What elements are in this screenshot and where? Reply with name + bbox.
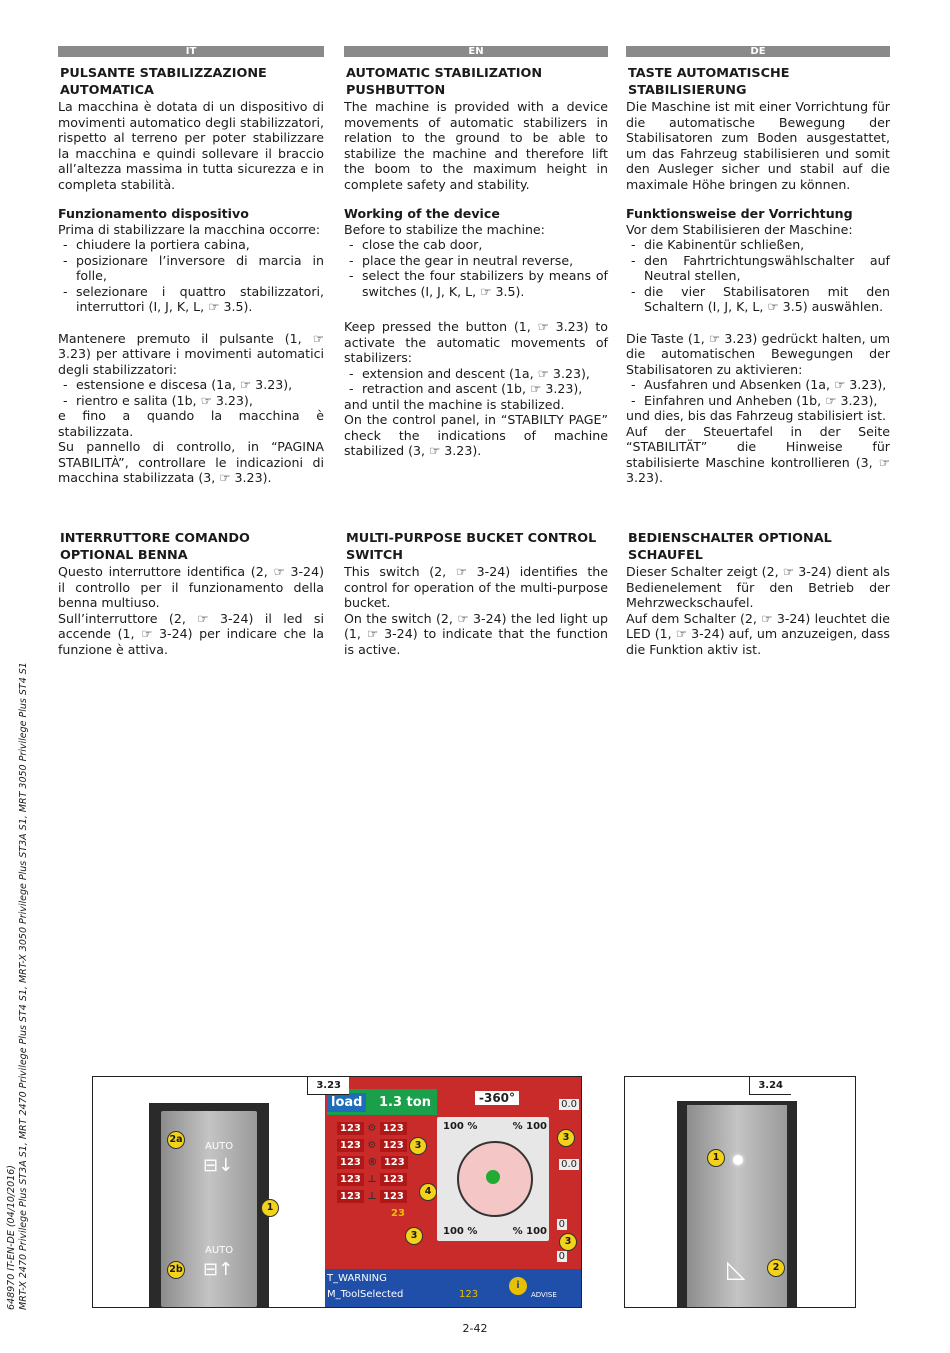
callout-4: 4 (419, 1183, 437, 1201)
subheading: Working of the device (344, 206, 500, 221)
column-it (58, 46, 324, 486)
panel-text: Auf der Steuertafel in der Seite “STABILITÄT” die Hinweise für stabilisierte Maschine kontrollieren (3, ☞ 3.23). (626, 423, 890, 485)
right-gauge-4: 0 (558, 1251, 565, 1262)
right-gauge-2: 0.0 (561, 1159, 577, 1170)
move-list (626, 377, 890, 408)
num-cell: 123 (380, 1173, 407, 1186)
num-cell: 123 (337, 1139, 364, 1152)
step-list (58, 237, 324, 315)
value-23: 23 (391, 1208, 405, 1219)
stabilizer-grid: 123 ⚙ 123 123 ⚙ 123 123 ® 123 123 ⊥ 123 123 ⊥ 123 23 (337, 1121, 431, 1219)
until-text: and until the machine is stabilized. (344, 396, 565, 412)
before-text: Vor dem Stabilisieren der Maschine: (626, 221, 853, 237)
before-text: Prima di stabilizzare la macchina occorre: (58, 221, 321, 237)
side-reference (6, 662, 30, 1310)
warning-text: T_WARNING (327, 1273, 387, 1284)
load-value: 1.3 ton (379, 1095, 431, 1110)
press-text: Keep pressed the button (1, ☞ 3.23) to activate the automatic movements of stabilizers: (344, 319, 608, 365)
list-item: - retraction and ascent (1b, ☞ 3.23), (344, 381, 608, 397)
num-cell: 123 (380, 1190, 407, 1203)
bucket-text-a: Questo interruttore identifica (2, ☞ 3-24) il controllo per il funzionamento della benna multiuso. (58, 564, 324, 610)
list-item: - posizionare l’inversore di marcia in folle, (58, 253, 324, 284)
callout-3-top-right: 3 (557, 1129, 575, 1147)
step-list (344, 237, 608, 299)
bucket-icon: ◺ (727, 1255, 746, 1283)
num-cell: 123 (380, 1139, 407, 1152)
move-list (344, 366, 608, 397)
lang-header-en: EN (344, 46, 608, 57)
column-de (626, 46, 890, 486)
intro-text: The machine is provided with a device movements of automatic stabilizers in relation to the ground to be able to stabilize the machine and therefore lift the boom to the maximum height in complete safety and stability. (344, 99, 608, 192)
intro-text: La macchina è dotata di un dispositivo di movimenti automatico degli stabilizzatori, rispetto al terreno per poter stabilizzare la macchina e quindi sollevare il braccio all’altezza massima in tutta sicurezza e in completa stabilità. (58, 99, 324, 192)
list-item: - selezionare i quattro stabilizzatori, interruttori (I, J, K, L, ☞ 3.5). (58, 284, 324, 315)
step-list (626, 237, 890, 315)
list-item: - die Kabinentür schließen, (626, 237, 890, 253)
advise-label: ADVISE (531, 1291, 557, 1299)
callout-1: 1 (261, 1199, 279, 1217)
rotation-value: -360° (475, 1091, 519, 1105)
bucket-text-b: Auf dem Schalter (2, ☞ 3-24) leuchtet die LED (1, ☞ 3-24) auf, um anzuzeigen, dass die Funktion aktiv ist. (626, 610, 890, 657)
led-light (733, 1155, 743, 1165)
figure-3-23 (92, 1076, 582, 1308)
auto-label-bottom: AUTO (205, 1245, 234, 1256)
column-en (344, 46, 608, 459)
section-title: BEDIENSCHALTER OPTIONAL SCHAUFEL (628, 531, 832, 563)
bucket-section-en (344, 530, 608, 657)
tool-value: 123 (459, 1289, 479, 1300)
page-number: 2-42 (462, 1322, 488, 1335)
model-list: MRT-X 2470 Privilege Plus ST3A S1, MRT 2470 Privilege Plus ST4 S1, MRT-X 3050 Privilege Plus ST3A S1, MRT 3050 Privilege Plus ST4 S1 (18, 662, 29, 1310)
press-text: Mantenere premuto il pulsante (1, ☞ 3.23) per attivare i movimenti automatici degli stabilizzatori: (58, 330, 324, 377)
num-cell: 123 (337, 1156, 364, 1169)
pct-bottom-right: % 100 (512, 1226, 547, 1237)
subheading: Funzionamento dispositivo (58, 206, 249, 221)
list-item: - close the cab door, (344, 237, 608, 253)
tool-text: M_ToolSelected (327, 1289, 404, 1300)
target-center (486, 1170, 500, 1184)
section-title: INTERRUTTORE COMANDO OPTIONAL BENNA (60, 531, 250, 563)
section-title: AUTOMATIC STABILIZATION PUSHBUTTON (346, 66, 543, 98)
doc-code: 648970 IT-EN-DE (04/10/2016) (6, 1164, 17, 1310)
right-gauge-3: 0 (558, 1219, 565, 1230)
section-title: TASTE AUTOMATISCHE STABILISIERUNG (628, 66, 790, 98)
pct-top-left: 100 % (443, 1121, 478, 1132)
move-list (58, 377, 324, 408)
panel-text: Su pannello di controllo, in “PAGINA STABILITÀ”, controllare le indicazioni di macchina stabilizzata (3, ☞ 3.23). (58, 439, 324, 485)
num-cell: 123 (381, 1156, 408, 1169)
callout-3-bottom-left: 3 (405, 1227, 423, 1245)
auto-label-top: AUTO (205, 1141, 234, 1152)
list-item: - rientro e salita (1b, ☞ 3.23), (58, 393, 324, 409)
list-item: - Einfahren und Anheben (1b, ☞ 3.23), (626, 393, 890, 409)
until-text: e fino a quando la macchina è stabilizzata. (58, 408, 324, 439)
control-display (325, 1077, 581, 1307)
list-item: - die vier Stabilisatoren mit den Schaltern (I, J, K, L, ☞ 3.5) auswählen. (626, 284, 890, 315)
bucket-text-b: On the switch (2, ☞ 3-24) the led light up (1, ☞ 3-24) to indicate that the function is active. (344, 610, 608, 657)
intro-text: Die Maschine ist mit einer Vorrichtung für die automatische Bewegung der Stabilisatoren zum Boden ausgestattet, um das Fahrzeug stabilisieren und somit den Ausleger sicher und stabil auf die maximale Höhe bringen zu können. (626, 99, 890, 192)
lang-header-it: IT (58, 46, 324, 57)
list-item: - extension and descent (1a, ☞ 3.23), (344, 366, 608, 382)
before-text: Before to stabilize the machine: (344, 221, 545, 237)
lang-header-de: DE (626, 46, 890, 57)
figure-3-24 (624, 1076, 856, 1308)
num-cell: 123 (337, 1122, 364, 1135)
figure-label: 3.24 (749, 1077, 791, 1095)
bucket-text-a: This switch (2, ☞ 3-24) identifies the control for operation of the multi-purpose bucket. (344, 564, 608, 610)
num-cell: 123 (337, 1173, 364, 1186)
stabilizer-up-icon: ⊟↑ (203, 1259, 234, 1280)
pct-top-right: % 100 (512, 1121, 547, 1132)
pct-bottom-left: 100 % (443, 1226, 478, 1237)
callout-2: 2 (767, 1259, 785, 1277)
bucket-section-de (626, 530, 890, 657)
info-icon: i (509, 1277, 527, 1295)
bucket-section-it (58, 530, 324, 657)
list-item: - select the four stabilizers by means of switches (I, J, K, L, ☞ 3.5). (344, 268, 608, 299)
load-label: load (327, 1093, 366, 1112)
stabilizer-down-icon: ⊟↓ (203, 1155, 234, 1176)
section-title: PULSANTE STABILIZZAZIONE AUTOMATICA (60, 66, 267, 98)
bucket-text-b: Sull’interruttore (2, ☞ 3-24) il led si accende (1, ☞ 3-24) per indicare che la funzione è attiva. (58, 610, 324, 657)
list-item: - place the gear in neutral reverse, (344, 253, 608, 269)
num-cell: 123 (337, 1190, 364, 1203)
callout-1: 1 (707, 1149, 725, 1167)
list-item: - Ausfahren und Absenken (1a, ☞ 3.23), (626, 377, 890, 393)
callout-2a: 2a (167, 1131, 185, 1149)
auto-switch-panel (149, 1103, 269, 1307)
bucket-text-a: Dieser Schalter zeigt (2, ☞ 3-24) dient als Bedienelement für den Betrieb der Mehrzweckschaufel. (626, 564, 890, 610)
num-cell: 123 (380, 1122, 407, 1135)
stability-diagram (437, 1117, 549, 1241)
panel-text: On the control panel, in “STABILTY PAGE” check the indications of machine stabilized (3, ☞ 3.23). (344, 412, 608, 458)
callout-2b: 2b (167, 1261, 185, 1279)
status-bar (325, 1269, 581, 1307)
until-text: und dies, bis das Fahrzeug stabilisiert ist. (626, 408, 887, 423)
figure-label: 3.23 (307, 1077, 349, 1095)
section-title: MULTI-PURPOSE BUCKET CONTROL SWITCH (346, 531, 597, 563)
subheading: Funktionsweise der Vorrichtung (626, 206, 853, 221)
bucket-switch (687, 1105, 787, 1307)
press-text: Die Taste (1, ☞ 3.23) gedrückt halten, um die automatischen Bewegungen der Stabilisatoren zu aktivieren: (626, 330, 890, 377)
callout-3-top-left: 3 (409, 1137, 427, 1155)
right-gauge-1: 0.0 (561, 1099, 577, 1110)
callout-3-bottom-right: 3 (559, 1233, 577, 1251)
list-item: - chiudere la portiera cabina, (58, 237, 324, 253)
list-item: - den Fahrtrichtungswählschalter auf Neutral stellen, (626, 253, 890, 284)
list-item: - estensione e discesa (1a, ☞ 3.23), (58, 377, 324, 393)
